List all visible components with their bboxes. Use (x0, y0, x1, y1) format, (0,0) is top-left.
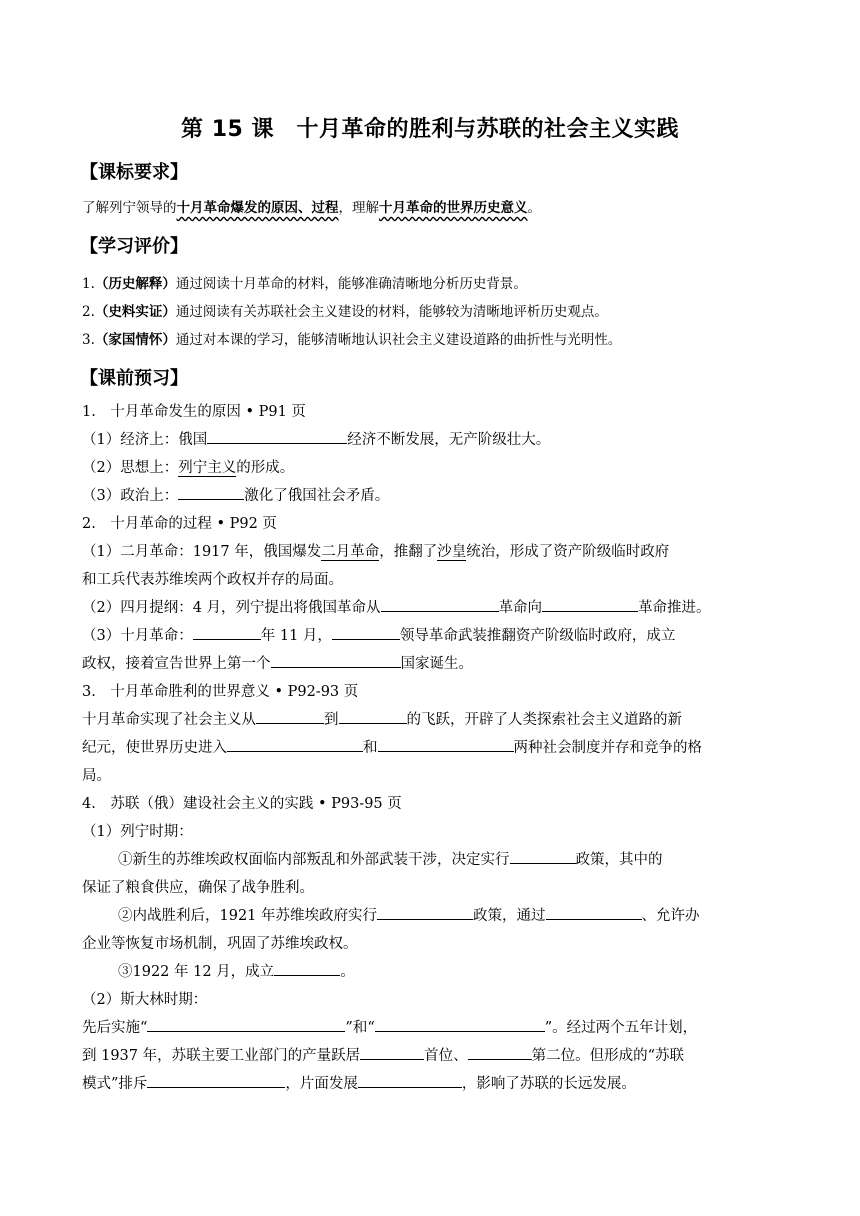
q4-text: 、允许办 (641, 908, 700, 924)
q4-text: 第二位。但形成的“苏联 (531, 1048, 685, 1064)
q2-text: （2）四月提纲：4 月，列宁提出将俄国革命从 (82, 600, 381, 616)
q1-text: 激化了俄国社会矛盾。 (244, 488, 390, 504)
pingjia-item-1 (82, 272, 782, 292)
q4-text: 模式”排斥 (82, 1076, 148, 1092)
kebiao-part: ，理解 (338, 200, 379, 216)
q3-text: 到 (324, 712, 339, 728)
fill-blank[interactable] (178, 485, 244, 500)
q2-line-b (82, 596, 782, 617)
pingjia-tag: （史料实证） (94, 304, 176, 320)
q4-text: 。 (340, 964, 355, 980)
q4-text: 先后实施“ (82, 1020, 148, 1036)
fill-blank[interactable] (147, 1017, 345, 1032)
fill-blank[interactable] (360, 1045, 424, 1060)
q3-line-2 (82, 736, 782, 757)
q2-text: 领导革命武装推翻资产阶级临时政府，成立 (399, 628, 676, 644)
q4-item-3 (118, 960, 818, 981)
fill-blank[interactable] (274, 961, 340, 976)
section-heading-pingjia: 【学习评价】 (80, 236, 188, 257)
pingjia-item-3 (82, 328, 782, 348)
pingjia-num: 3. (82, 332, 95, 348)
q4-text: ”和“ (345, 1020, 375, 1036)
q2-text: 革命向 (498, 600, 543, 616)
pingjia-text: 通过阅读十月革命的材料，能够准确清晰地分析历史背景。 (175, 276, 527, 292)
kebiao-text (82, 196, 782, 216)
q4-text: ③1922 年 12 月，成立 (118, 964, 275, 980)
fill-blank[interactable] (378, 737, 514, 752)
q2-text: 国家诞生。 (400, 656, 473, 672)
q3-text: 十月革命实现了社会主义从 (82, 712, 256, 728)
fill-blank[interactable] (332, 625, 400, 640)
q4-heading: 4. 苏联（俄）建设社会主义的实践 • P93-95 页 (82, 796, 402, 812)
q1-text: （3）政治上： (82, 488, 179, 504)
pingjia-text: 通过阅读有关苏联社会主义建设的材料，能够较为清晰地评析历史观点。 (175, 304, 608, 320)
q2-line-c (82, 624, 782, 645)
pingjia-item-2 (82, 300, 782, 320)
q2-text: （1）二月革命：1917 年，俄国爆发 (82, 544, 322, 560)
q1-line-c (82, 484, 782, 505)
q1-line-a (82, 428, 782, 449)
q4-text: ”。经过两个五年计划， (544, 1020, 698, 1036)
q4-text: ，片面发展 (285, 1076, 358, 1092)
q3-line-3: 局。 (82, 768, 111, 784)
fill-blank[interactable] (227, 737, 363, 752)
q4-text: 政策，通过 (473, 908, 546, 924)
page-title: 第 15 课 十月革命的胜利与苏联的社会主义实践 (181, 117, 679, 142)
q4-item-2 (118, 904, 818, 925)
q2-text: 革命推进。 (638, 600, 711, 616)
fill-blank[interactable] (377, 905, 473, 920)
fill-blank[interactable] (510, 849, 576, 864)
pingjia-tag: （历史解释） (94, 276, 176, 292)
kebiao-part: 。 (527, 200, 541, 216)
q2-line-a (82, 540, 782, 561)
fill-blank[interactable] (147, 1073, 285, 1088)
q4-sub-lenin: （1）列宁时期： (82, 824, 193, 840)
q2-text: 政权，接着宣告世界上第一个 (82, 656, 271, 672)
fill-blank[interactable] (468, 1045, 532, 1060)
q2-underlined-answer: 沙皇 (437, 544, 467, 560)
pingjia-text: 通过对本课的学习，能够清晰地认识社会主义建设道路的曲折性与光明性。 (175, 332, 622, 348)
fill-blank[interactable] (207, 429, 347, 444)
q4-item-1-cont: 保证了粮食供应，确保了战争胜利。 (82, 880, 314, 896)
q1-text: （1）经济上：俄国 (82, 432, 208, 448)
q1-text: 的形成。 (236, 460, 295, 476)
q4-text: 到 1937 年，苏联主要工业部门的产量跃居 (82, 1048, 361, 1064)
q1-text: （2）思想上： (82, 460, 179, 476)
pingjia-num: 2. (82, 304, 95, 320)
fill-blank[interactable] (546, 905, 642, 920)
q2-text: ，推翻了 (379, 544, 438, 560)
q2-text: 统治，形成了资产阶级临时政府 (466, 544, 670, 560)
q3-heading: 3. 十月革命胜利的世界意义 • P92-93 页 (82, 684, 359, 700)
fill-blank[interactable] (375, 1017, 545, 1032)
fill-blank[interactable] (381, 597, 499, 612)
q2-text: （3）十月革命： (82, 628, 193, 644)
fill-blank[interactable] (358, 1073, 462, 1088)
pingjia-num: 1. (82, 276, 95, 292)
q3-text: 两种社会制度并存和竞争的格 (513, 740, 702, 756)
fill-blank[interactable] (193, 625, 261, 640)
q3-text: 的飞跃，开辟了人类探索社会主义道路的新 (406, 712, 682, 728)
fill-blank[interactable] (542, 597, 638, 612)
q4-sub-stalin: （2）斯大林时期： (82, 992, 208, 1008)
q4-text: ，影响了苏联的长远发展。 (461, 1076, 636, 1092)
q1-underlined-answer: 列宁主义 (178, 460, 237, 476)
fill-blank[interactable] (339, 709, 407, 724)
pingjia-tag: （家国情怀） (94, 332, 176, 348)
q4-stalin-line-1 (82, 1016, 782, 1037)
q1-heading: 1. 十月革命发生的原因 • P91 页 (82, 404, 306, 420)
fill-blank[interactable] (271, 653, 401, 668)
fill-blank[interactable] (256, 709, 324, 724)
q3-text: 和 (363, 740, 378, 756)
q3-text: 纪元，使世界历史进入 (82, 740, 227, 756)
q3-line-1 (82, 708, 782, 729)
q2-text: 年 11 月， (260, 628, 332, 644)
kebiao-part: 了解列宁领导的 (82, 200, 177, 216)
kebiao-emphasis-2: 十月革命的世界历史意义 (379, 200, 528, 216)
q2-line-c2 (82, 652, 782, 673)
q2-line-a2: 和工兵代表苏维埃两个政权并存的局面。 (82, 572, 343, 588)
q4-stalin-line-2 (82, 1044, 782, 1065)
kebiao-emphasis-1: 十月革命爆发的原因、过程 (176, 200, 339, 216)
q4-text: 首位、 (424, 1048, 468, 1064)
q4-item-1 (118, 848, 818, 869)
q4-item-2-cont: 企业等恢复市场机制，巩固了苏维埃政权。 (82, 936, 358, 952)
q4-stalin-line-3 (82, 1072, 782, 1093)
q2-heading: 2. 十月革命的过程 • P92 页 (82, 516, 277, 532)
q4-text: ①新生的苏维埃政权面临内部叛乱和外部武装干涉，决定实行 (118, 852, 510, 868)
q1-line-b (82, 456, 782, 477)
q4-text: 政策，其中的 (575, 852, 663, 868)
q2-underlined-answer: 二月革命 (321, 544, 380, 560)
q4-text: ②内战胜利后，1921 年苏维埃政府实行 (118, 908, 378, 924)
section-heading-yuxi: 【课前预习】 (80, 368, 188, 389)
q1-text: 经济不断发展，无产阶级壮大。 (347, 432, 551, 448)
section-heading-kebiao: 【课标要求】 (80, 162, 188, 183)
